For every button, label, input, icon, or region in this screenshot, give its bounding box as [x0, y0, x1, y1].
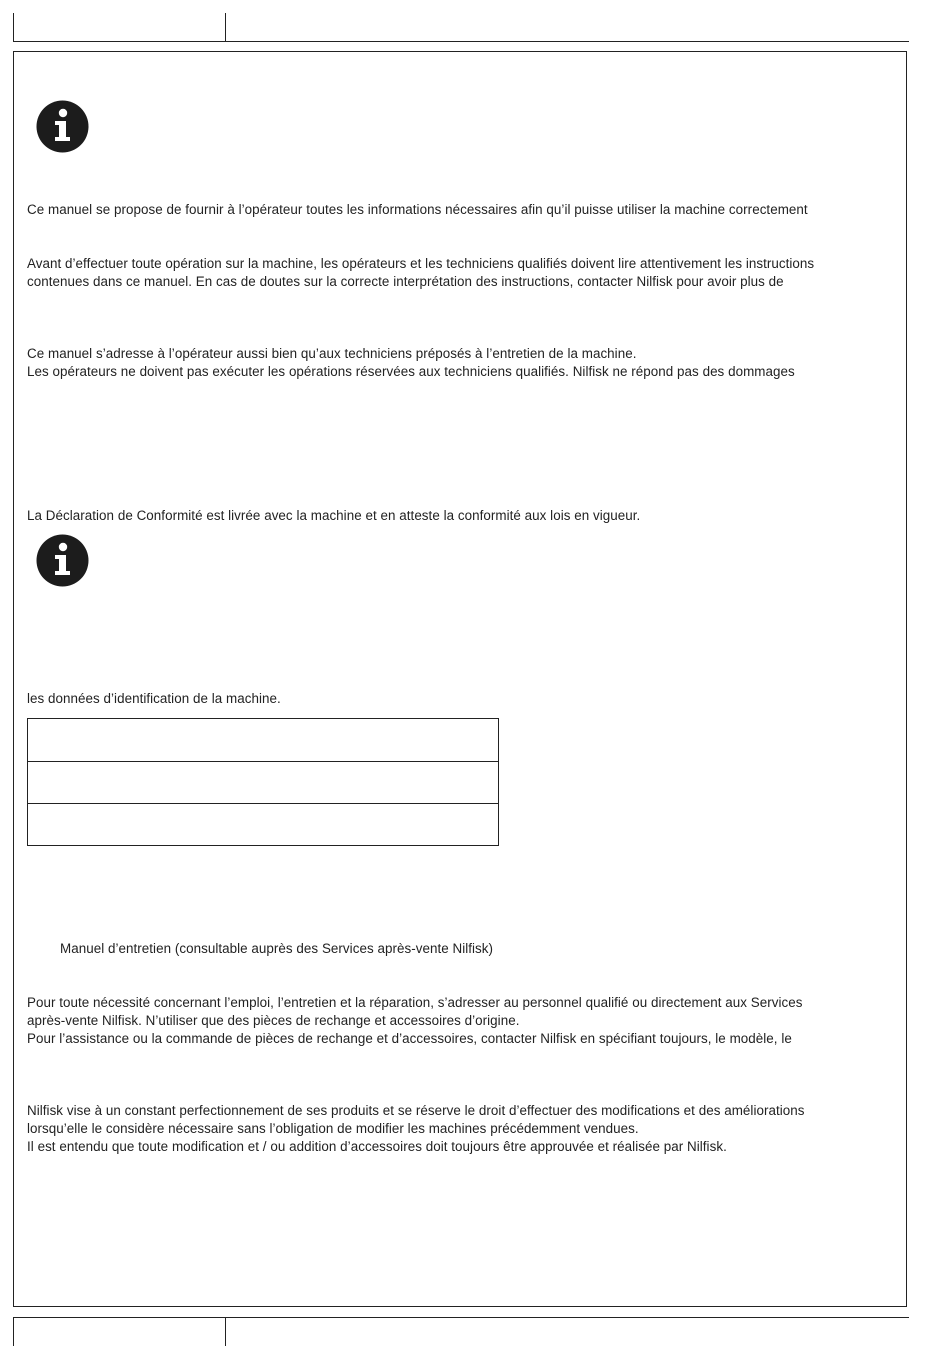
identification-table [27, 718, 499, 846]
paragraph-maintenance-manual: Manuel d’entretien (consultable auprès des Services après-vente Nilfisk) [60, 941, 494, 956]
paragraph-identification: les données d’identification de la machine. [27, 691, 281, 706]
info-icon [36, 534, 89, 587]
paragraph-before-operation: Avant d’effectuer toute opération sur la machine, les opérateurs et les techniciens qualifiés doivent lire attentivement les instructions contenues dans ce manuel. En cas de doutes sur la correcte interprétation des instructions, contacter Nilfisk pour avoir plus de [27, 256, 815, 289]
info-icon [36, 100, 89, 153]
header-left-vertical [13, 13, 14, 41]
paragraph-improvements: Nilfisk vise à un constant perfectionnement de ses produits et se réserve le droit d’effectuer des modifications et des améliorations lorsqu’elle le considère nécessaire sans l’obligation de modifier les machines précédemment vendues. Il est entendu que toute modification et / ou addition d’accessoires doit toujours être approuvée et réalisée par Nilfisk. [27, 1103, 805, 1154]
paragraph-service: Pour toute nécessité concernant l’emploi, l’entretien et la réparation, s’adresser au personnel qualifié ou directement aux Services après-vente Nilfisk. N’utiliser que des pièces de rechange et accessoires d’origine. Pour l’assistance ou la commande de pièces de rechange et d’accessoires, contacter Nilfisk en spécifiant toujours, le modèle, le [27, 995, 803, 1046]
footer-left-vertical [13, 1317, 14, 1346]
paragraph-intro: Ce manuel se propose de fournir à l’opérateur toutes les informations nécessaires afin qu’il puisse utiliser la machine correctement [27, 202, 808, 217]
identification-table-row-divider [28, 761, 498, 762]
paragraph-conformity: La Déclaration de Conformité est livrée avec la machine et en atteste la conformité aux lois en vigueur. [27, 508, 641, 523]
footer-divider [225, 1317, 226, 1346]
header-rule [13, 41, 909, 42]
paragraph-audience: Ce manuel s’adresse à l’opérateur aussi bien qu’aux techniciens préposés à l’entretien de la machine. Les opérateurs ne doivent pas exécuter les opérations réservées aux techniciens qualifiés. Nilfisk ne répond pas des dommages [27, 346, 795, 379]
header-divider [225, 13, 226, 41]
identification-table-row-divider [28, 803, 498, 804]
footer-rule [13, 1317, 909, 1318]
